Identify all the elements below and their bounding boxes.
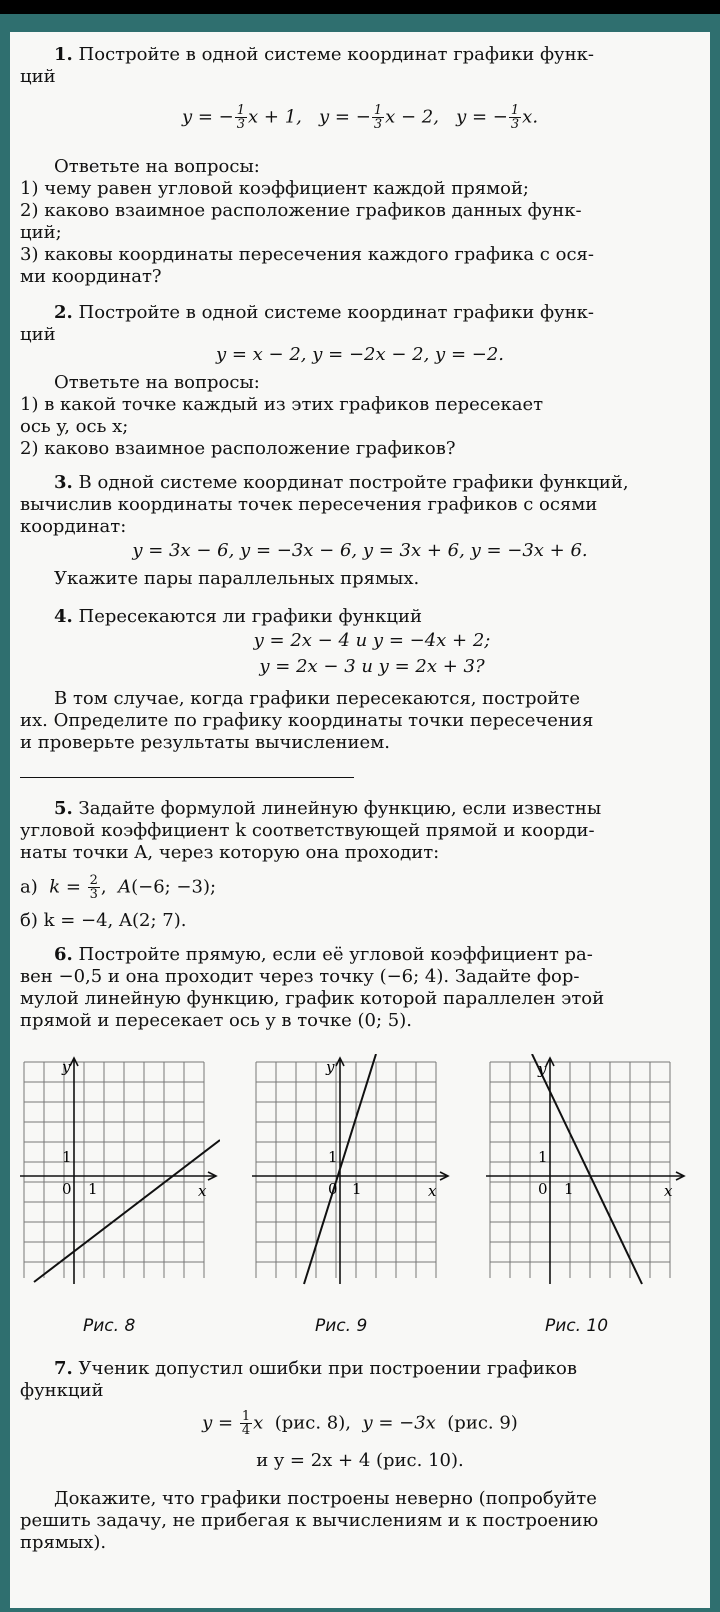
- problem-3-line-3: координат:: [20, 516, 127, 537]
- problem-4-text: Пересекаются ли графики функций: [78, 606, 422, 627]
- problem-5-line-1: [54, 798, 601, 820]
- figure-10-caption: Рис. 10: [545, 1316, 609, 1336]
- problem-7-line-5: прямых).: [20, 1532, 107, 1553]
- problem-7-text: Ученик допустил ошибки при построении графиков: [78, 1358, 577, 1379]
- problem-5-number: 5.: [54, 798, 73, 819]
- figure-9-y-unit: 1: [328, 1148, 338, 1166]
- figure-10-y-unit: 1: [538, 1148, 548, 1166]
- problem-2-formula: y = x − 2, y = −2x − 2, y = −2.: [215, 344, 505, 365]
- problem-7-line-4: решить задачу, не прибегая к вычислениям и к построению: [20, 1510, 599, 1531]
- figure-9-caption: Рис. 9: [315, 1316, 368, 1336]
- figure-8-y-unit: 1: [62, 1148, 72, 1166]
- figure-8-caption: Рис. 8: [83, 1316, 136, 1336]
- figure-9-axes: [252, 1058, 448, 1284]
- problem-4-formula-1: y = 2x − 4 и y = −4x + 2;: [253, 630, 491, 651]
- problem-6-text: Постройте прямую, если её угловой коэффициент ра-: [78, 944, 593, 965]
- figure-9-x-label: x: [428, 1182, 437, 1200]
- problem-6-line-1: [54, 944, 593, 966]
- problem-1-question-3a: 3) каковы координаты пересечения каждого графика с ося-: [20, 244, 594, 265]
- problem-2-question-1b: ось y, ось x;: [20, 416, 129, 437]
- problem-3-formula: y = 3x − 6, y = −3x − 6, y = 3x + 6, y = −3x + 6.: [132, 540, 588, 561]
- problem-5-text: Задайте формулой линейную функцию, если известны: [78, 798, 602, 819]
- problem-4-line-4: и проверьте результаты вычислением.: [20, 732, 390, 753]
- problem-5-item-b: б) k = −4, A(2; 7).: [20, 910, 187, 931]
- figure-8-axes: [20, 1058, 216, 1284]
- problem-1-answer-heading: Ответьте на вопросы:: [54, 156, 260, 177]
- figure-10-graph: [486, 1054, 696, 1290]
- problem-7-number: 7.: [54, 1358, 73, 1379]
- section-divider: [20, 777, 354, 778]
- problem-1-formula: y = − $\frac{1}{3}$ x + 1, y = − $\frac{1}{3}$ x − 2, y = − $\frac{1}{3}$ x.: [181, 103, 539, 132]
- problem-4-line-3: их. Определите по графику координаты точки пересечения: [20, 710, 594, 731]
- figure-10-y-label: y: [538, 1060, 547, 1078]
- figure-8-origin-label: 0: [62, 1180, 72, 1198]
- problem-3-line-4: Укажите пары параллельных прямых.: [54, 568, 420, 589]
- textbook-page: [10, 32, 710, 1608]
- problem-7-line-2: функций: [20, 1380, 104, 1401]
- problem-2-question-1a: 1) в какой точке каждый из этих графиков пересекает: [20, 394, 544, 415]
- problem-1-question-3b: ми координат?: [20, 266, 162, 287]
- figure-9-grid: [256, 1062, 436, 1278]
- page-frame: [0, 14, 720, 1612]
- problem-1-line-2: ций: [20, 66, 56, 87]
- problem-5-line-2: угловой коэффициент k соответствующей прямой и коорди-: [20, 820, 595, 841]
- figure-8-y-label: y: [62, 1058, 71, 1076]
- problem-7-line-3: Докажите, что графики построены неверно (попробуйте: [54, 1488, 597, 1509]
- problem-3-text: В одной системе координат постройте графики функций,: [78, 472, 629, 493]
- figure-10-origin-label: 0: [538, 1180, 548, 1198]
- figure-10-x-unit: 1: [564, 1180, 574, 1198]
- figure-10-axes: [486, 1058, 684, 1284]
- problem-2-line-2: ций: [20, 324, 56, 345]
- figure-8-grid: [24, 1062, 204, 1278]
- figure-9-y-label: y: [326, 1058, 335, 1076]
- problem-6-line-4: прямой и пересекает ось y в точке (0; 5).: [20, 1010, 412, 1031]
- problem-1-question-2a: 2) каково взаимное расположение графиков данных функ-: [20, 200, 582, 221]
- problem-7-line-1: [54, 1358, 577, 1380]
- problem-3-line-1: [54, 472, 629, 494]
- problem-1-text: Постройте в одной системе координат графики функ-: [78, 44, 594, 65]
- figure-8-graph: [20, 1054, 220, 1290]
- problem-2-number: 2.: [54, 302, 73, 323]
- figure-10-x-label: x: [664, 1182, 673, 1200]
- problem-4-line-2: В том случае, когда графики пересекаются, постройте: [54, 688, 580, 709]
- problem-3-number: 3.: [54, 472, 73, 493]
- problem-1-line-1: [54, 44, 594, 66]
- figure-10-line: [532, 1054, 642, 1284]
- figure-9-graph: [252, 1054, 452, 1290]
- problem-7-formula-2: и y = 2x + 4 (рис. 10).: [256, 1450, 464, 1471]
- problem-1-question-1: 1) чему равен угловой коэффициент каждой прямой;: [20, 178, 530, 199]
- figure-10-grid: [490, 1062, 670, 1278]
- problem-6-line-2: вен −0,5 и она проходит через точку (−6; 4). Задайте фор-: [20, 966, 580, 987]
- figure-9-x-unit: 1: [352, 1180, 362, 1198]
- problem-1-number: 1.: [54, 44, 73, 65]
- figure-8-x-label: x: [198, 1182, 207, 1200]
- problem-2-text: Постройте в одной системе координат графики функ-: [78, 302, 594, 323]
- problem-1-question-2b: ций;: [20, 222, 62, 243]
- problem-7-formula-1: y = $\frac{1}{4}$ x (рис. 8), y = −3x (рис. 9): [202, 1409, 518, 1438]
- problem-2-line-1: [54, 302, 594, 324]
- problem-4-number: 4.: [54, 606, 73, 627]
- problem-2-question-2: 2) каково взаимное расположение графиков?: [20, 438, 456, 459]
- problem-5-item-a: а) k = $\frac{2}{3}$ , A(−6; −3);: [20, 873, 217, 902]
- problem-2-answer-heading: Ответьте на вопросы:: [54, 372, 260, 393]
- problem-6-line-3: мулой линейную функцию, график которой параллелен этой: [20, 988, 605, 1009]
- figure-8-x-unit: 1: [88, 1180, 98, 1198]
- problem-4-line-1: [54, 606, 422, 628]
- problem-5-line-3: наты точки A, через которую она проходит:: [20, 842, 440, 863]
- problem-3-line-2: вычислив координаты точек пересечения графиков с осями: [20, 494, 598, 515]
- figure-9-origin-label: 0: [328, 1180, 338, 1198]
- problem-4-formula-2: y = 2x − 3 и y = 2x + 3?: [259, 656, 485, 677]
- problem-6-number: 6.: [54, 944, 73, 965]
